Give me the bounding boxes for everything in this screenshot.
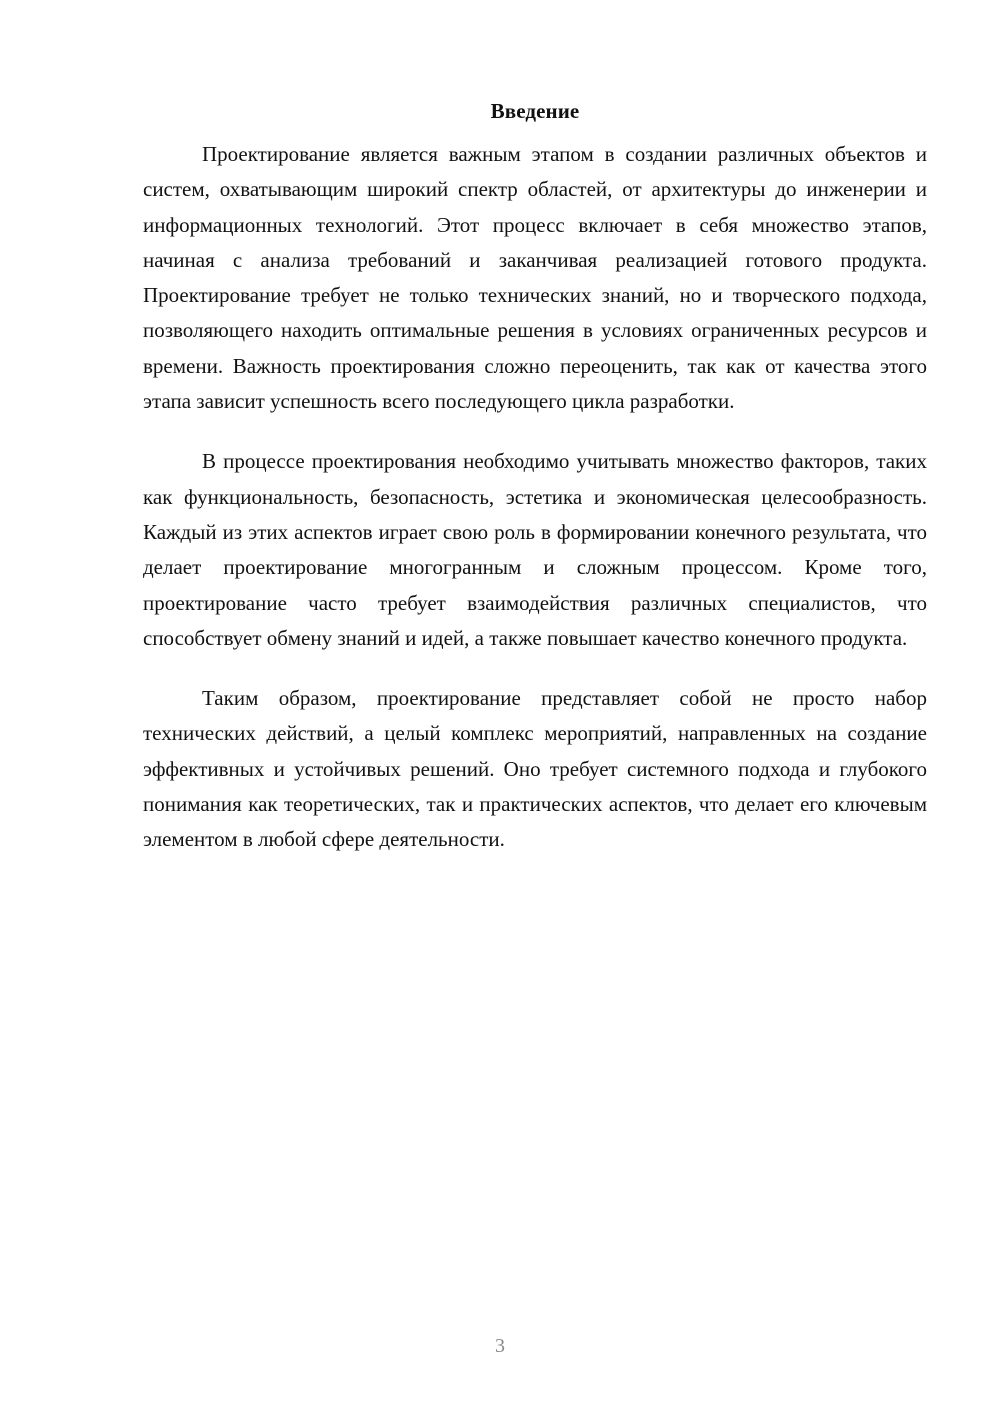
page-content [143,95,927,883]
paragraph-1: Проектирование является важным этапом в создании различных объектов и систем, охватывающим широкий спектр областей, от архитектуры до инженерии и информационных технологий. Этот процесс включает в себя множество этапов, начиная с анализа требований и заканчивая реализацией готового продукта. Проектирование требует не только технических знаний, но и творческого подхода, позволяющего находить оптимальные решения в условиях ограниченных ресурсов и времени. Важность проектирования сложно переоценить, так как от качества этого этапа зависит успешность всего последующего цикла разработки. [143,142,927,414]
page-number: 3 [495,1335,505,1357]
paragraph-3: Таким образом, проектирование представляет собой не просто набор технических действий, а целый комплекс мероприятий, направленных на создание эффективных и устойчивых решений. Оно требует системного подхода и глубокого понимания как теоретических, так и практических аспектов, что делает его ключевым элементом в любой сфере деятельности. [143,686,927,852]
paragraph-2: В процессе проектирования необходимо учитывать множество факторов, таких как функциональность, безопасность, эстетика и экономическая целесообразность. Каждый из этих аспектов играет свою роль в формировании конечного результата, что делает проектирование многогранным и сложным процессом. Кроме того, проектирование часто требует взаимодействия различных специалистов, что способствует обмену знаний и идей, а также повышает качество конечного продукта. [143,449,927,650]
section-heading: Введение [490,99,580,123]
